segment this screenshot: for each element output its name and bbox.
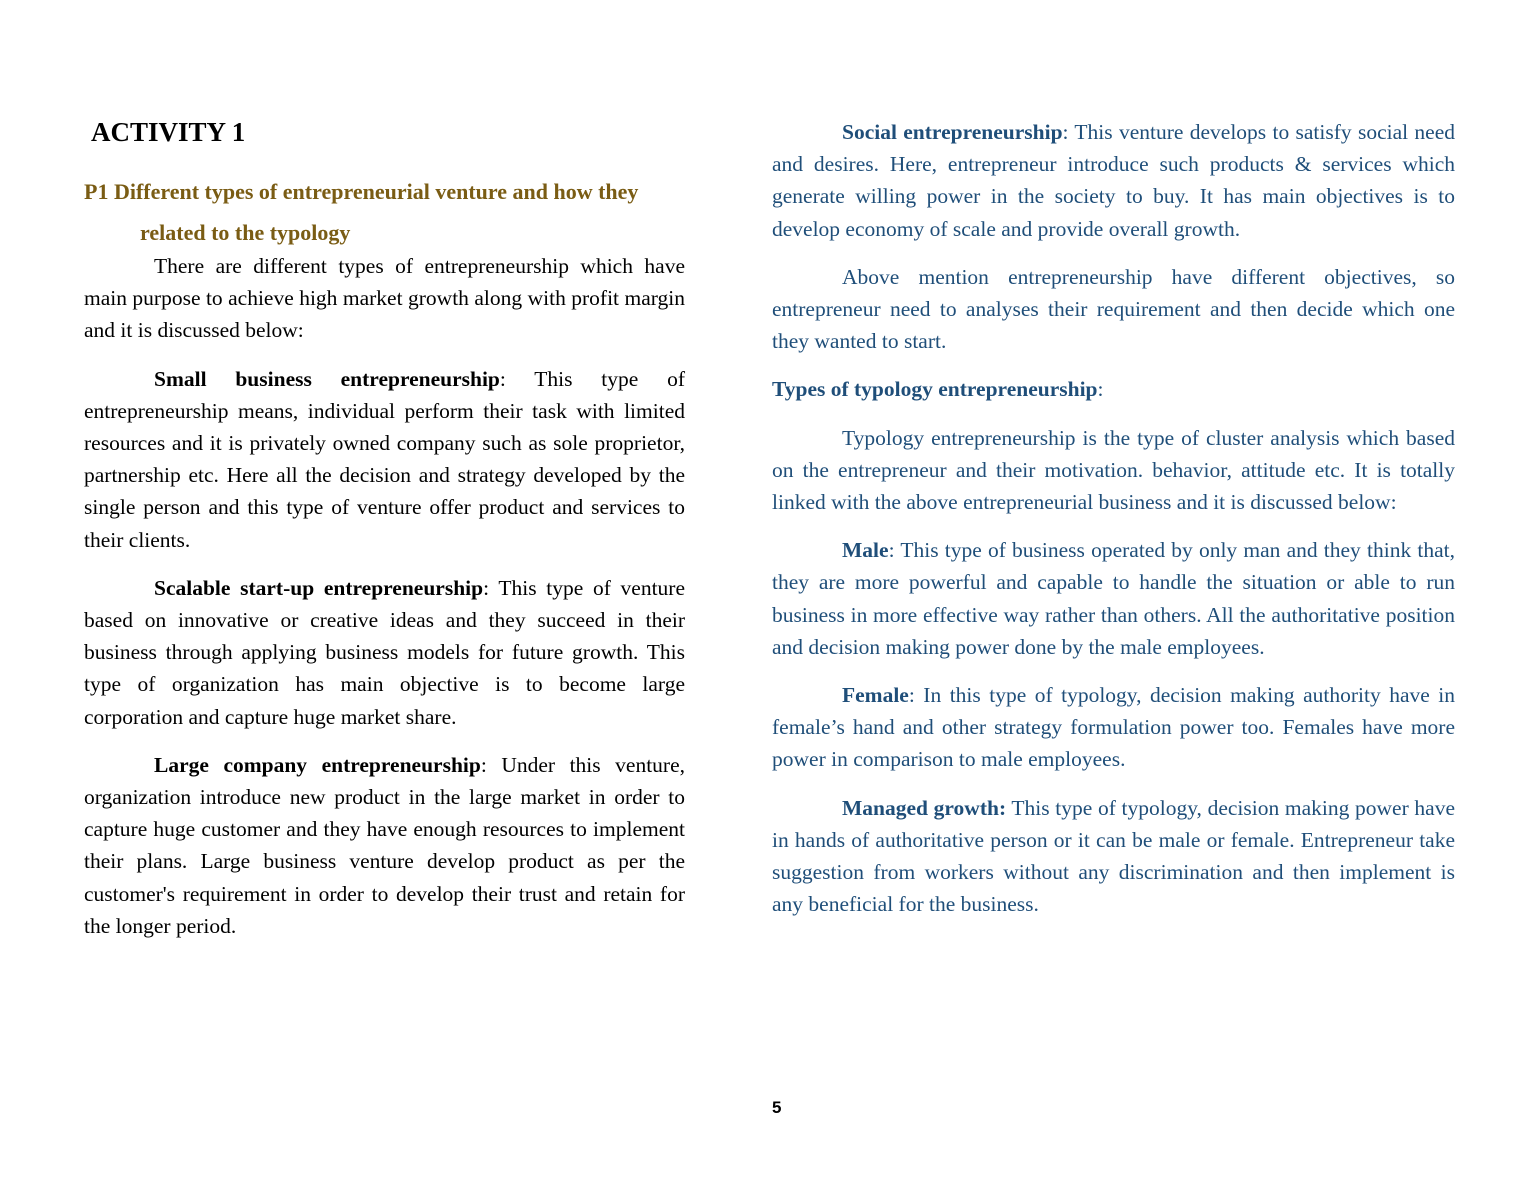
social-title: Social entrepreneurship <box>842 120 1063 144</box>
small-business-paragraph <box>84 363 685 556</box>
female-paragraph <box>772 679 1455 776</box>
large-company-text: : Under this venture, organization introduce new product in the large market in order to capture huge customer and they have enough resources to implement their plans. Large business venture develop product as per the customer's requirement in order to develop their trust and retain for the longer period. <box>84 752 685 938</box>
scalable-startup-title: Scalable start-up entrepreneurship <box>154 575 484 600</box>
social-paragraph <box>772 116 1455 245</box>
page-number: 5 <box>772 1098 782 1117</box>
managed-growth-text: This type of typology, decision making power have in hands of authoritative person or it can be male or female. Entrepreneur take suggestion from workers without any discrimination and then implement is any beneficial for the business. <box>772 795 1456 917</box>
male-title: Male <box>842 538 889 563</box>
intro-paragraph: There are different types of entrepreneurship which have main purpose to achieve high market growth along with profit margin and it is discussed below: <box>84 254 685 343</box>
section-subheading <box>84 171 685 253</box>
female-title: Female <box>842 683 909 708</box>
managed-growth-paragraph <box>772 792 1455 921</box>
male-text: : This type of business operated by only man and they think that, they are more powerful and capable to handle the situation or able to run business in more effective way rather than others. All the authoritative position and decision making power done by the male employees. <box>772 538 1455 659</box>
large-company-title: Large company entrepreneurship <box>154 752 481 777</box>
social-text: : This venture develops to satisfy social need and desires. Here, entrepreneur introduce such products & services which generate willing power in the society to buy. It has main objectives is to develop economy of scale and provide overall growth. <box>772 120 1455 241</box>
large-company-paragraph <box>84 749 685 942</box>
above-mention-paragraph: Above mention entrepreneurship have different objectives, so entrepreneur need to analyses their requirement and then decide which one they wanted to start. <box>772 264 1455 354</box>
typology-colon: : <box>1097 377 1104 402</box>
subheading-line-1: P1 Different types of entrepreneurial venture and how they <box>84 179 639 204</box>
male-paragraph <box>772 534 1455 663</box>
managed-growth-title: Managed growth: <box>842 795 1007 820</box>
typology-heading <box>772 373 1455 405</box>
activity-heading: ACTIVITY 1 <box>91 117 246 147</box>
small-business-title: Small business entrepreneurship <box>154 366 500 391</box>
typology-title: Types of typology entrepreneurship <box>772 377 1098 402</box>
female-text: : In this type of typology, decision making authority have in female’s hand and other strategy formulation power too. Females have more power in comparison to male employees. <box>772 683 1455 772</box>
scalable-startup-text: : This type of venture based on innovative or creative ideas and they succeed in their business through applying business models for future growth. This type of organization has main objective is to become large corporation and capture huge market share. <box>84 575 685 729</box>
scalable-startup-paragraph <box>84 572 685 733</box>
left-column-body <box>84 250 685 958</box>
subheading-line-2: related to the typology <box>140 220 351 245</box>
right-column-body <box>772 116 1455 936</box>
small-business-text: : This type of entrepreneurship means, individual perform their task with limited resources and it is privately owned company such as sole proprietor, partnership etc. Here all the decision and strategy developed by the single person and this type of venture offer product and services to their clients. <box>84 366 686 552</box>
typology-paragraph: Typology entrepreneurship is the type of cluster analysis which based on the entrepreneur and their motivation. behavior, attitude etc. It is totally linked with the above entrepreneurial business and it is discussed below: <box>772 425 1455 515</box>
